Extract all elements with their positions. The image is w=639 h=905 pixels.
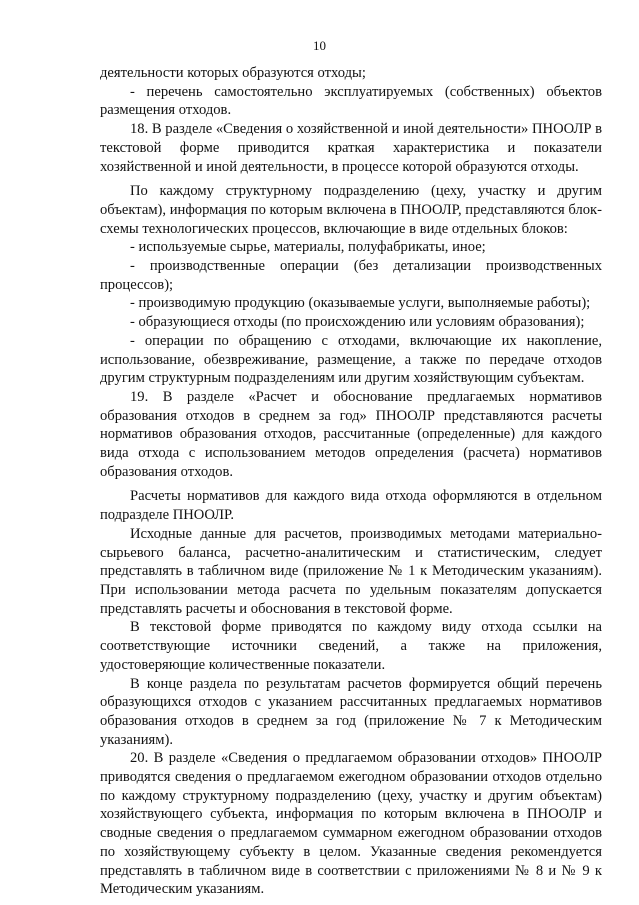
paragraph: - перечень самостоятельно эксплуатируемых (собственных) объектов размещения отходов. (100, 83, 602, 119)
paragraph: 20. В разделе «Сведения о предлагаемом образовании отходов» ПНООЛР приводятся сведения о предлагаемом ежегодном образовании отходов отдельно по каждому структурному подразделению (цеху, участку и другим объектам) хозяйствующего субъекта, информация по которым включена в ПНООЛР и сводные сведения о предлагаемом суммарном ежегодном образовании отходов по хозяйствующему субъекту в целом. Указанные сведения рекомендуется представлять в табличном виде в соответствии с приложениями № 8 и № 9 к Методическим указаниям. (100, 750, 602, 898)
paragraph: В конце раздела по результатам расчетов формируется общий перечень образующихся отходов с указанием рассчитанных предлагаемых нормативов образования отходов в среднем за год (приложение № 7 к Методическим указаниям). (100, 675, 602, 748)
list-item: - используемые сырье, материалы, полуфабрикаты, иное; (130, 239, 486, 256)
paragraph: Расчеты нормативов для каждого вида отхода оформляются в отдельном подразделе ПНООЛР. (100, 488, 602, 524)
paragraph: 18. В разделе «Сведения о хозяйственной и иной деятельности» ПНООЛР в текстовой форме приводится краткая характеристика и показатели хозяйственной и иной деятельности, в процессе которой образуются отходы. (100, 121, 602, 175)
document-body (100, 64, 602, 899)
paragraph: деятельности которых образуются отходы; (100, 65, 366, 81)
paragraph: В текстовой форме приводятся по каждому виду отхода ссылки на соответствующие источники сведений, а также на приложения, удостоверяющие количественные показатели. (100, 619, 602, 673)
page-number: 10 (313, 38, 326, 53)
paragraph: 19. В разделе «Расчет и обоснование предлагаемых нормативов образования отходов в среднем за год» ПНООЛР представляются расчеты нормативов образования отходов, рассчитанные (определенные) для каждого вида отхода с использованием методов определения (расчета) нормативов образования отходов. (100, 388, 602, 480)
list-item: - производственные операции (без детализации производственных процессов); (100, 258, 602, 293)
list-item: - образующиеся отходы (по происхождению или условиям образования); (130, 314, 585, 331)
list-item: - операции по обращению с отходами, включающие их накопление, использование, обезвреживание, размещение, а также по передаче отходов другим структурным подразделениям или другим хозяйствующим субъектам. (100, 332, 602, 387)
list-item: - производимую продукцию (оказываемые услуги, выполняемые работы); (130, 295, 591, 312)
paragraph: Исходные данные для расчетов, производимых методами материально-сырьевого баланса, расчетно-аналитическим и статистическим, следует представлять в табличном виде (приложение № 1 к Методическим указаниям). При использовании метода расчета по удельным показателям допускается представлять расчеты и обоснования в текстовой форме. (100, 525, 602, 617)
paragraph: По каждому структурному подразделению (цеху, участку и другим объектам), информация по которым включена в ПНООЛР, представляются блок-схемы технологических процессов, включающие в виде отдельных блоков: (100, 183, 602, 237)
